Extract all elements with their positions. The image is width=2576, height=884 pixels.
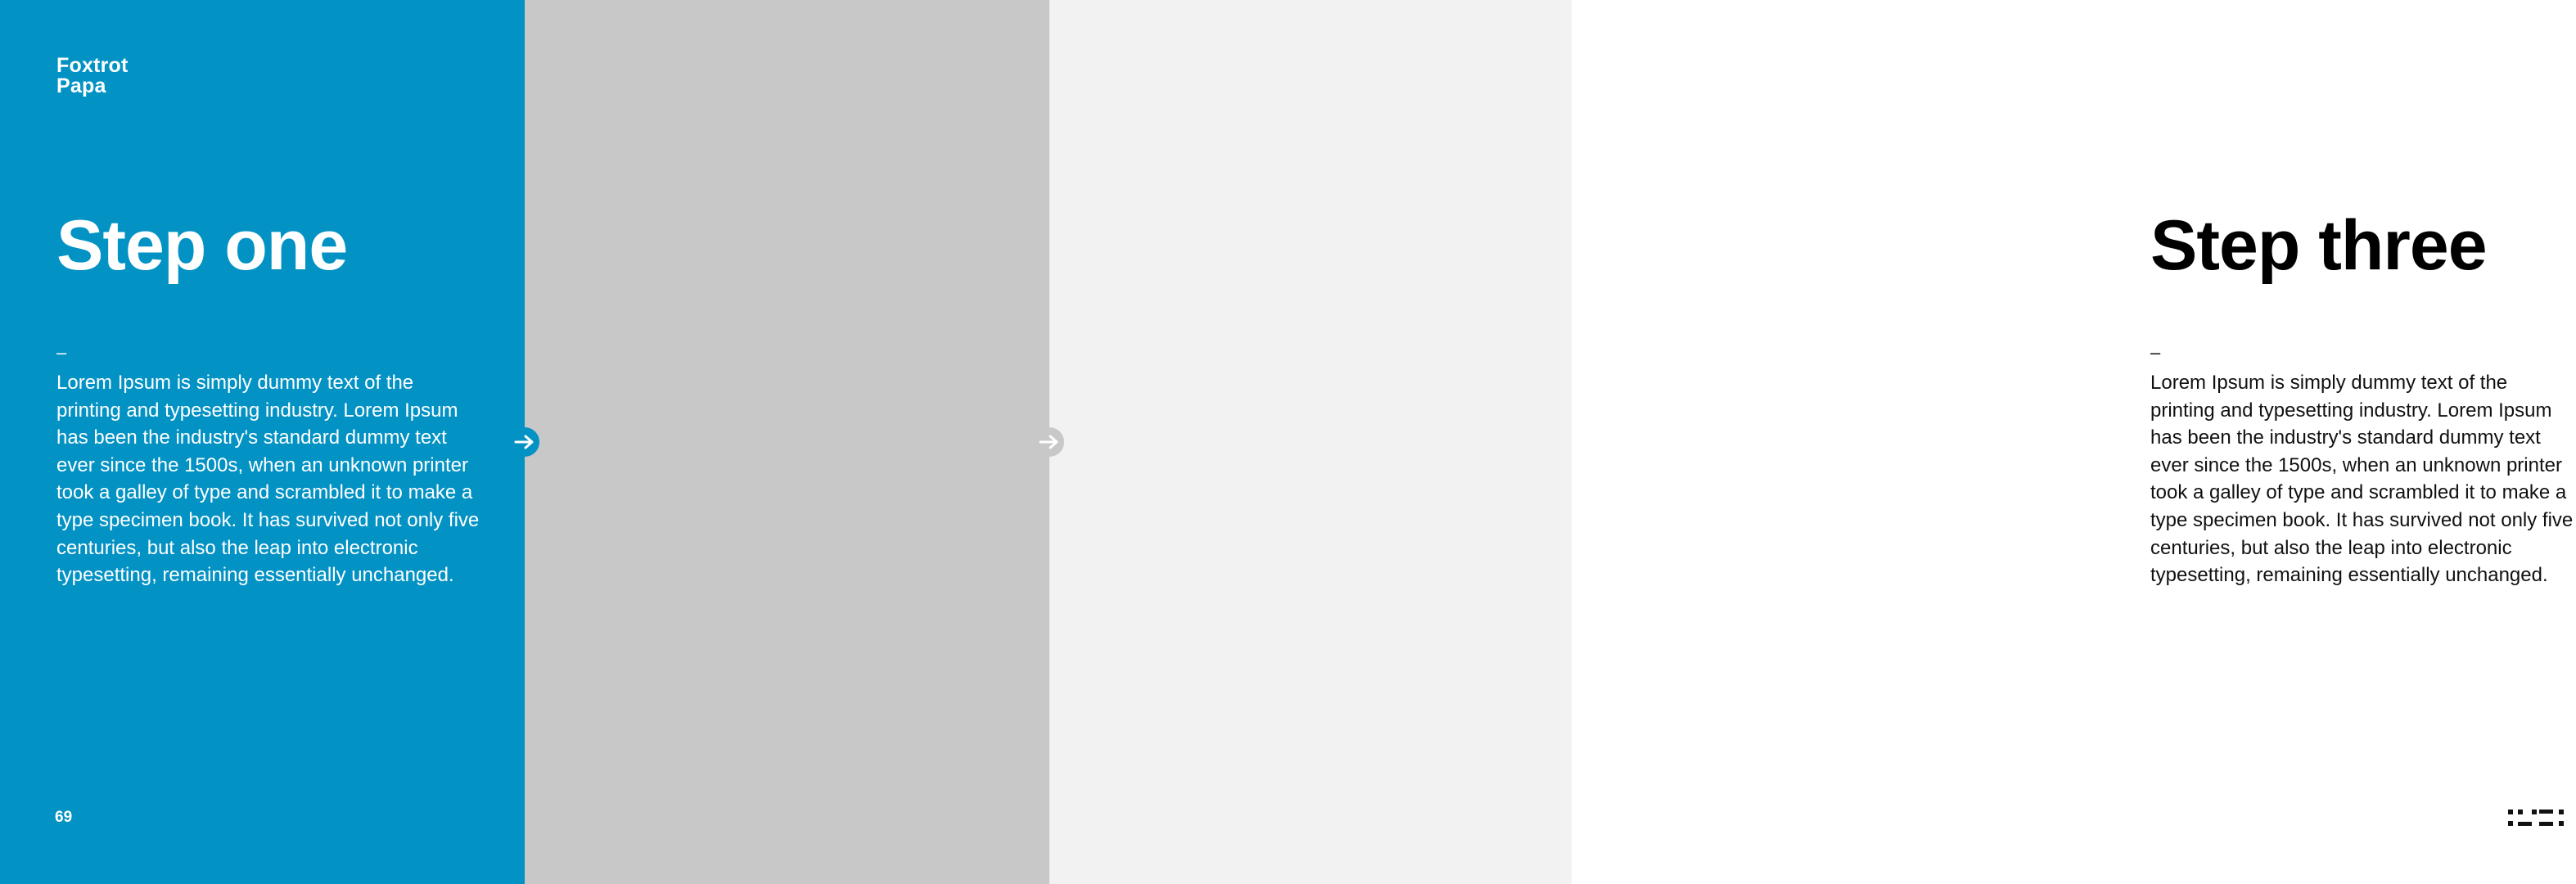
step-one-panel — [0, 0, 525, 884]
arrow-right-icon — [510, 427, 539, 457]
arrow-right-icon — [1035, 427, 1064, 457]
logo-line-2: Papa — [56, 74, 106, 97]
step-two-panel — [525, 0, 1049, 884]
step-one-dash: – — [56, 342, 67, 363]
step-three-heading: Step three — [2150, 206, 2487, 285]
page-number: 69 — [55, 809, 73, 826]
step-one-heading: Step one — [56, 206, 348, 285]
step-three-body: Lorem Ipsum is simply dummy text of the printing and typesetting industry. Lorem Ipsum has been the industry's standard dummy text ever since the 1500s, when an unknown printer took a galley of type and scrambled it to make a type specimen book. It has survived not only five centuries, but also the leap into electronic typesetting, remaining essentially unchanged. — [2150, 372, 2574, 587]
step-three-dash: – — [2150, 342, 2161, 363]
dash-dot-grid-icon — [2508, 809, 2565, 828]
step-three-panel — [1049, 0, 2574, 884]
brand-logo — [56, 56, 129, 97]
logo-line-1: Foxtrot — [56, 54, 129, 77]
step-one-body: Lorem Ipsum is simply dummy text of the printing and typesetting industry. Lorem Ipsum has been the industry's standard dummy text ever since the 1500s, when an unknown printer took a galley of type and scrambled it to make a type specimen book. It has survived not only five centuries, but also the leap into electronic typesetting, remaining essentially unchanged. — [56, 372, 480, 587]
